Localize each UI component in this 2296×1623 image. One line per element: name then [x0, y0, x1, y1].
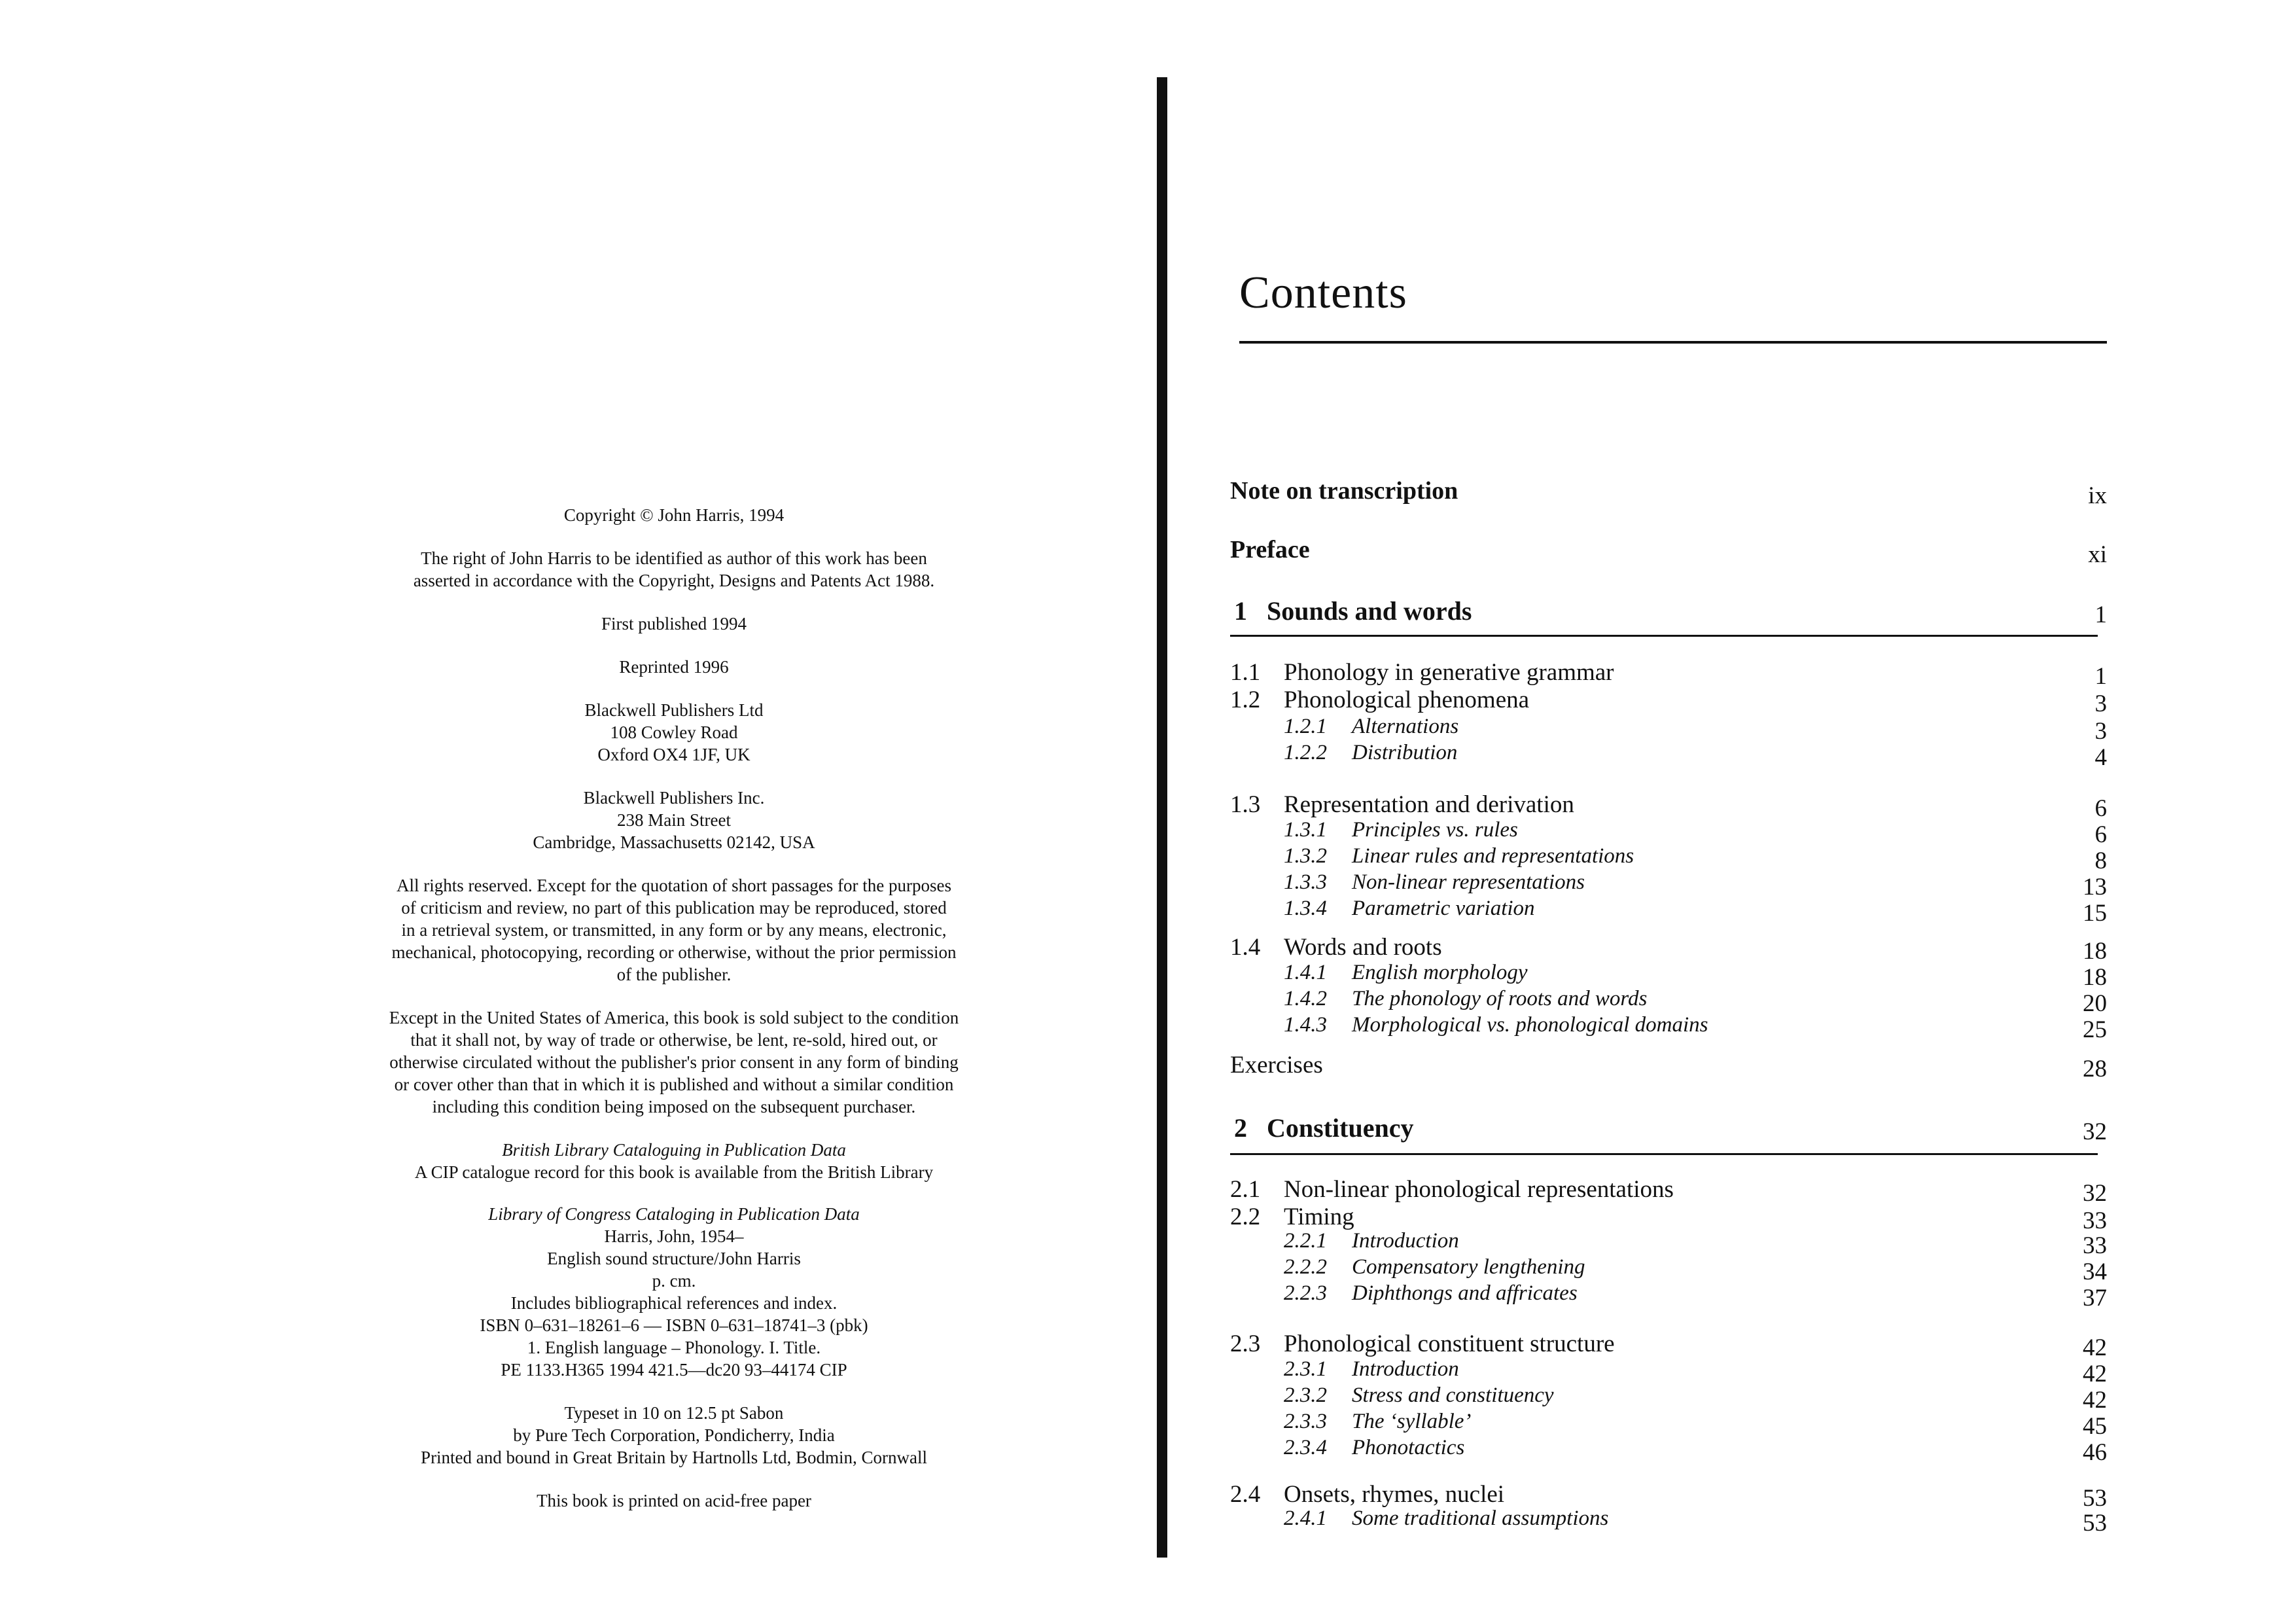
toc-entry-number: 2.3.1 [1284, 1357, 1327, 1381]
toc-entry-page: 33 [2083, 1207, 2107, 1234]
toc-entry-label: Linear rules and representations [1352, 844, 1634, 868]
toc-entry-page: 53 [2083, 1510, 2107, 1537]
toc-entry-page: 37 [2083, 1285, 2107, 1311]
toc-entry-label: Compensatory lengthening [1352, 1255, 1585, 1279]
publisher-us-address: Blackwell Publishers Inc. 238 Main Street Cambridge, Massachusetts 02142, USA [533, 788, 815, 852]
toc-entry-label: Phonotactics [1352, 1436, 1465, 1459]
toc-entry-label: Note on transcription [1230, 477, 1458, 505]
toc-entry-number: 1.2.1 [1284, 715, 1327, 738]
toc-entry-label: Some traditional assumptions [1352, 1507, 1609, 1530]
chapter-rule [1230, 635, 2098, 637]
toc-entry-number: 2.2.3 [1284, 1281, 1327, 1305]
toc-entry-page: 42 [2083, 1361, 2107, 1387]
toc-entry-label: Stress and constituency [1352, 1383, 1554, 1407]
toc-entry-page: 6 [2094, 795, 2107, 822]
toc-entry-page: 8 [2094, 847, 2107, 874]
toc-entry-label: Words and roots [1284, 934, 1442, 961]
book-spine-shadow [1157, 77, 1167, 1558]
toc-entry-number: 2.2.1 [1284, 1229, 1327, 1253]
toc-entry-page: 1 [2094, 663, 2107, 690]
toc-entry-page: 28 [2083, 1056, 2107, 1082]
toc-entry-label: Diphthongs and affricates [1352, 1281, 1578, 1305]
first-published: First published 1994 [601, 614, 747, 633]
toc-entry-label: The phonology of roots and words [1352, 987, 1648, 1010]
toc-entry-label: Introduction [1352, 1357, 1459, 1381]
toc-entry-page: 42 [2083, 1334, 2107, 1361]
toc-entry-number: 1.4.1 [1284, 961, 1327, 984]
toc-entry-label: Phonological constituent structure [1284, 1330, 1615, 1357]
toc-entry-label: Preface [1230, 536, 1310, 563]
toc-entry-page: 46 [2083, 1439, 2107, 1466]
toc-entry-page: 4 [2094, 744, 2107, 771]
toc-entry-number: 2.3.4 [1284, 1436, 1327, 1459]
toc-entry-label: Constituency [1267, 1113, 1414, 1143]
toc-entry-number: 2.4.1 [1284, 1507, 1327, 1530]
publisher-uk-address: Blackwell Publishers Ltd 108 Cowley Road Oxford OX4 1JF, UK [584, 700, 764, 764]
toc-entry-label: The ‘syllable’ [1352, 1410, 1472, 1433]
toc-entry-page: xi [2088, 541, 2107, 568]
loc-cip-block: Library of Congress Cataloging in Publication Data Harris, John, 1954– English sound structure/John Harris p. cm. Includes bibliographical references and index. ISBN 0–631–18261–6 — ISBN 0–631–18741–3 (pbk) 1. English language – Phonology. I. Title. PE 1133.H365 1994 421.5—dc20 93–44174 CIP [308, 1203, 1040, 1381]
toc-entry-page: ix [2088, 482, 2107, 509]
toc-entry-label: Sounds and words [1267, 596, 1472, 626]
toc-entry-number: 1.3.4 [1284, 897, 1327, 920]
contents-title: Contents [1239, 268, 1407, 318]
loc-cip-heading: Library of Congress Cataloging in Publication Data [488, 1204, 860, 1224]
toc-entry-page: 3 [2094, 718, 2107, 745]
toc-entry-number: 2.3.3 [1284, 1410, 1327, 1433]
toc-entry-label: Phonological phenomena [1284, 687, 1530, 713]
bl-cip-text: A CIP catalogue record for this book is available from the British Library [414, 1162, 934, 1182]
toc-entry-page: 42 [2083, 1387, 2107, 1414]
toc-entry-page: 20 [2083, 990, 2107, 1017]
reprinted: Reprinted 1996 [619, 657, 729, 677]
toc-entry-label: Principles vs. rules [1352, 818, 1518, 842]
toc-entry-number: 1.4.2 [1284, 987, 1327, 1010]
toc-entry-page: 33 [2083, 1232, 2107, 1259]
toc-entry-number: 2.4 [1230, 1481, 1261, 1508]
toc-entry-label: Distribution [1352, 741, 1458, 764]
bl-cip-block [308, 1139, 1040, 1183]
toc-entry-number: 2.3 [1230, 1330, 1261, 1357]
moral-right-statement: The right of John Harris to be identified as author of this work has been asserted in accordance with the Copyright, Designs and Patents Act 1988. [413, 548, 935, 590]
toc-entry-page: 15 [2083, 900, 2107, 927]
toc-entry-label: Exercises [1230, 1052, 1323, 1079]
toc-entry-number: 1.3.1 [1284, 818, 1327, 842]
toc-entry-number: 2.1 [1230, 1176, 1261, 1203]
toc-entry-label: Timing [1284, 1204, 1354, 1230]
toc-entry-number: 1.4.3 [1284, 1013, 1327, 1037]
acid-free-paper-note: This book is printed on acid-free paper [537, 1491, 811, 1510]
toc-entry-page: 18 [2083, 964, 2107, 991]
toc-entry-label: Introduction [1352, 1229, 1459, 1253]
toc-entry-label: Parametric variation [1352, 897, 1535, 920]
toc-entry-label: Representation and derivation [1284, 791, 1574, 818]
chapter-rule [1230, 1153, 2098, 1155]
toc-entry-number: 1.2.2 [1284, 741, 1327, 764]
toc-entry-page: 18 [2083, 938, 2107, 965]
toc-entry-page: 32 [2083, 1118, 2107, 1145]
toc-entry-number: 1.3 [1230, 791, 1261, 818]
typeset-printing-info: Typeset in 10 on 12.5 pt Sabon by Pure Tech Corporation, Pondicherry, India Printed and bound in Great Britain by Hartnolls Ltd, Bodmin, Cornwall [421, 1403, 927, 1467]
toc-entry-number: 1.4 [1230, 934, 1261, 961]
toc-entry-label: Non-linear phonological representations [1284, 1176, 1674, 1203]
toc-entry-page: 34 [2083, 1258, 2107, 1285]
toc-entry-page: 32 [2083, 1180, 2107, 1207]
toc-entry-number: 1.3.2 [1284, 844, 1327, 868]
toc-entry-number: 2.3.2 [1284, 1383, 1327, 1407]
toc-entry-label: Morphological vs. phonological domains [1352, 1013, 1708, 1037]
toc-entry-page: 13 [2083, 874, 2107, 901]
toc-entry-page: 3 [2094, 690, 2107, 717]
sale-condition-notice: Except in the United States of America, this book is sold subject to the condition that it shall not, by way of trade or otherwise, be lent, re-sold, hired out, or otherwise circulated without the publisher's prior consent in any form of binding or cover other than that in which it is published and without a similar condition including this condition being imposed on the subsequent purchaser. [389, 1008, 959, 1116]
toc-entry-number: 2.2.2 [1284, 1255, 1327, 1279]
toc-entry-label: Alternations [1352, 715, 1459, 738]
toc-entry-page: 53 [2083, 1485, 2107, 1512]
toc-entry-label: Phonology in generative grammar [1284, 659, 1614, 686]
toc-entry-number: 1.2 [1230, 687, 1261, 713]
toc-entry-number: 1 [1234, 596, 1247, 626]
toc-entry-number: 1.3.3 [1284, 870, 1327, 894]
title-rule [1239, 341, 2107, 344]
toc-entry-label: English morphology [1352, 961, 1528, 984]
toc-entry-label: Non-linear representations [1352, 870, 1585, 894]
toc-entry-page: 6 [2094, 821, 2107, 848]
rights-reserved-notice: All rights reserved. Except for the quotation of short passages for the purposes of criticism and review, no part of this publication may be reproduced, stored in a retrieval system, or transmitted, in any form or by any means, electronic, mechanical, photocopying, recording or otherwise, without the prior permission of the publisher. [391, 876, 957, 984]
toc-entry-page: 45 [2083, 1413, 2107, 1440]
toc-entry-page: 25 [2083, 1016, 2107, 1043]
toc-entry-label: Onsets, rhymes, nuclei [1284, 1481, 1505, 1508]
copyright-page [308, 504, 1040, 1533]
toc-entry-number: 2.2 [1230, 1204, 1261, 1230]
copyright-line: Copyright © John Harris, 1994 [563, 505, 785, 525]
toc-entry-number: 1.1 [1230, 659, 1261, 686]
toc-entry-number: 2 [1234, 1113, 1247, 1143]
toc-entry-page: 1 [2094, 601, 2107, 628]
bl-cip-heading: British Library Cataloguing in Publication Data [502, 1140, 846, 1160]
